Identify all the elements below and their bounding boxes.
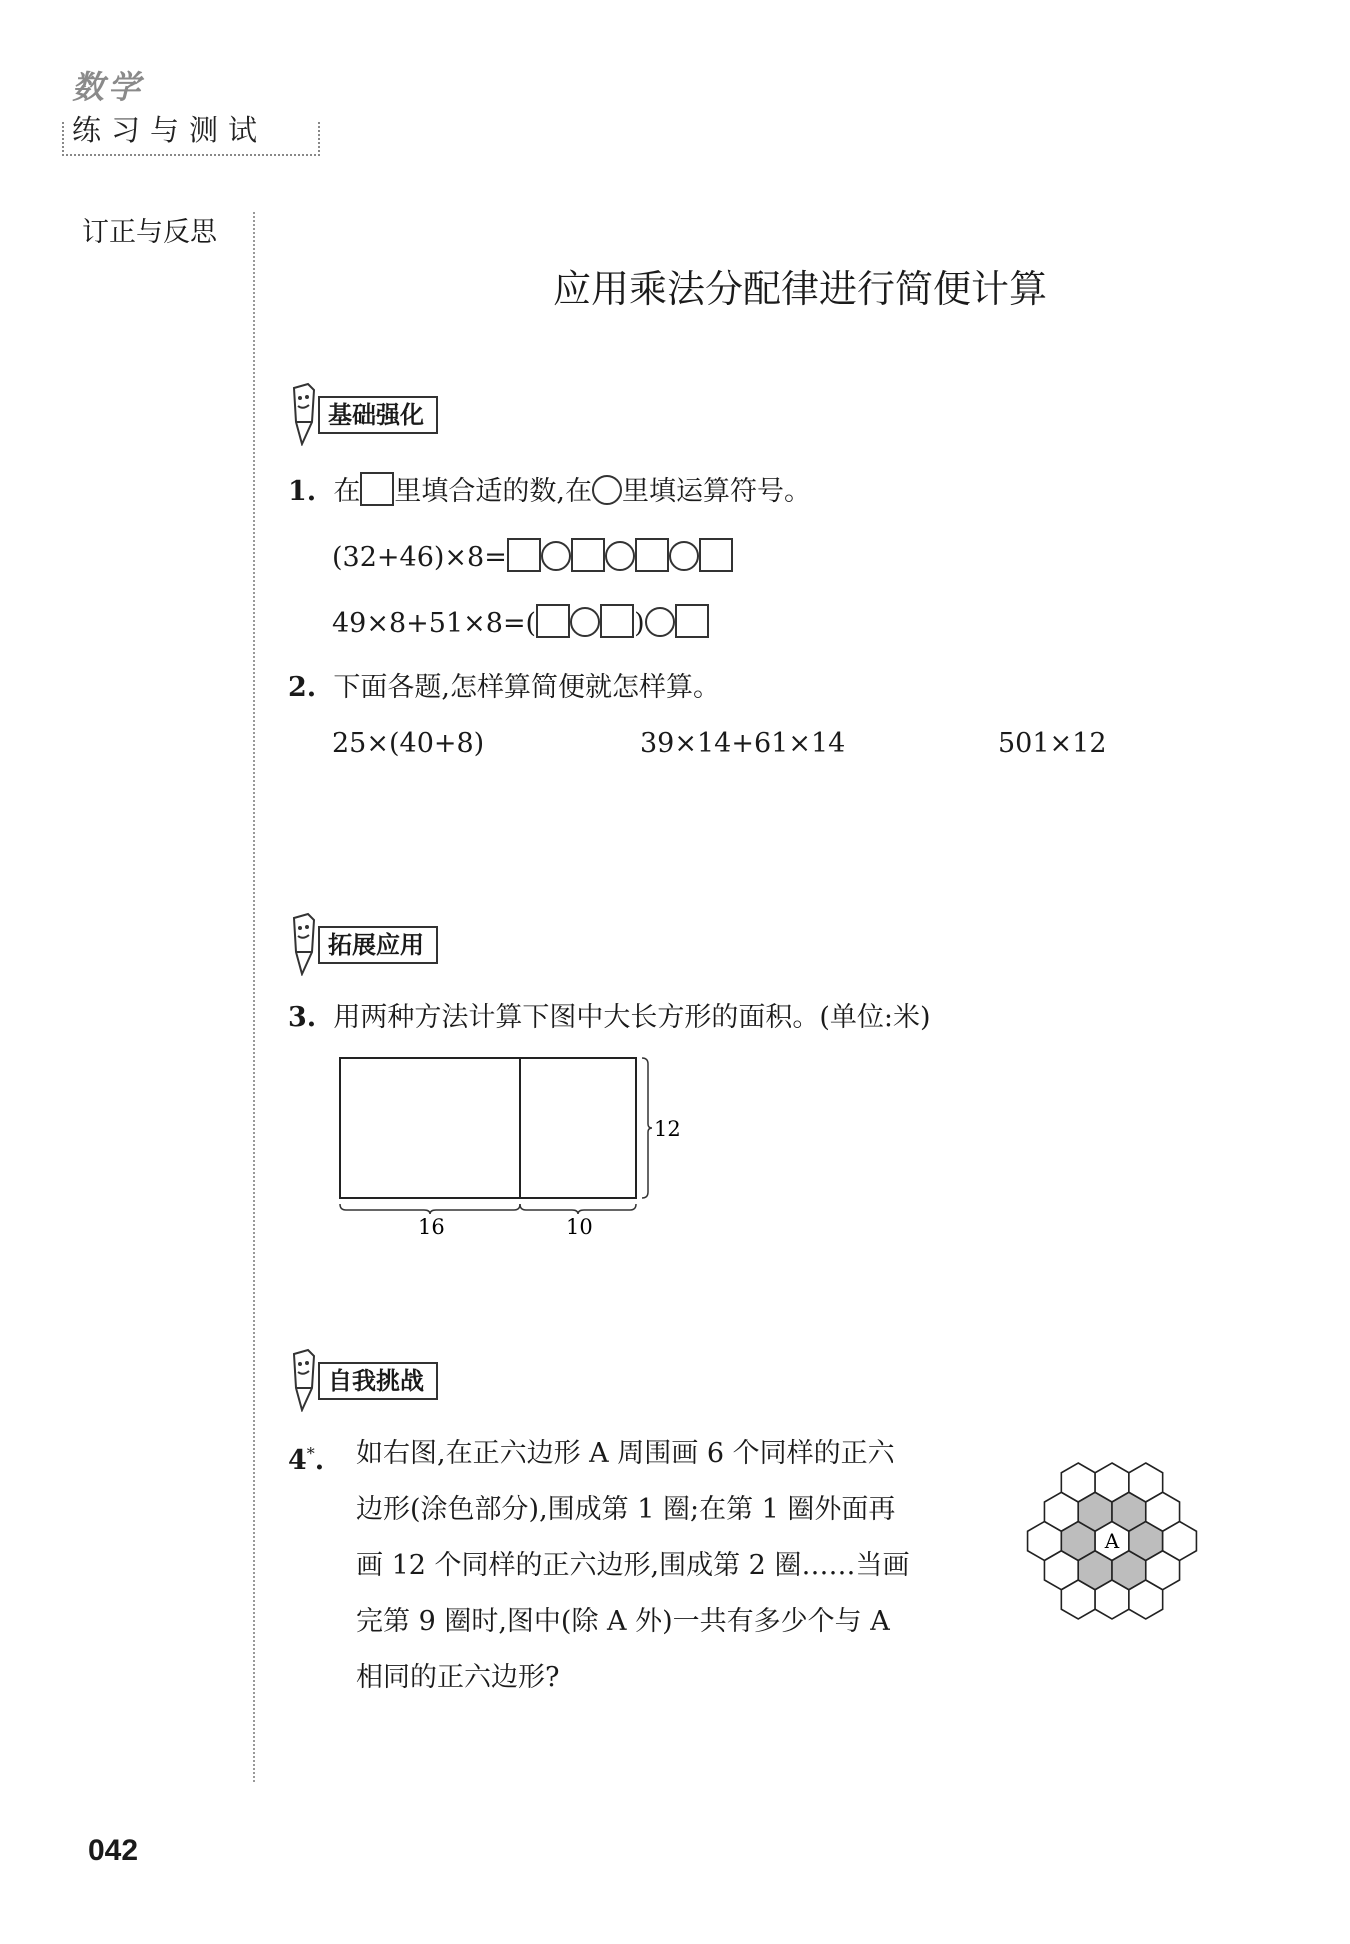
width-brace-2	[520, 1204, 636, 1214]
answer-circle[interactable]	[605, 541, 635, 571]
q1-line-2: 49×8+51×8=( )	[332, 604, 709, 644]
q4-line-2: 边形(涂色部分),围成第 1 圈;在第 1 圈外面再	[356, 1494, 896, 1525]
subject-label: 数学	[72, 68, 145, 106]
q4-line-4: 完第 9 圈时,图中(除 A 外)一共有多少个与 A	[356, 1606, 890, 1637]
big-rectangle	[340, 1058, 636, 1198]
answer-box[interactable]	[635, 538, 669, 572]
height-brace	[642, 1058, 652, 1198]
pencil-icon	[288, 1348, 322, 1412]
answer-circle[interactable]	[592, 475, 622, 505]
pencil-icon	[288, 382, 322, 446]
question-4-number: 4*.	[288, 1444, 325, 1476]
q2-expr-3: 501×12	[998, 728, 1107, 759]
answer-box[interactable]	[600, 604, 634, 638]
section-label: 拓展应用	[318, 926, 438, 964]
width-label-1: 16	[418, 1215, 445, 1239]
answer-circle[interactable]	[645, 607, 675, 637]
question-3: 3. 用两种方法计算下图中大长方形的面积。(单位:米)	[288, 1002, 931, 1033]
pencil-icon	[288, 912, 322, 976]
answer-box[interactable]	[675, 604, 709, 638]
margin-label: 订正与反思	[82, 217, 217, 248]
answer-circle[interactable]	[570, 607, 600, 637]
section-label: 自我挑战	[318, 1362, 438, 1400]
answer-circle[interactable]	[541, 541, 571, 571]
hexagon-figure	[1024, 1452, 1200, 1630]
answer-box[interactable]	[699, 538, 733, 572]
page-number: 042	[88, 1834, 139, 1867]
height-label: 12	[654, 1117, 681, 1141]
section-label: 基础强化	[318, 396, 438, 434]
answer-circle[interactable]	[669, 541, 699, 571]
page-title: 应用乘法分配律进行简便计算	[552, 267, 1047, 311]
question-1: 1. 在 里填合适的数,在 里填运算符号。	[288, 472, 811, 512]
answer-box[interactable]	[360, 472, 394, 506]
answer-box[interactable]	[507, 538, 541, 572]
margin-divider	[253, 212, 255, 1782]
series-label: 练习与测试	[72, 113, 268, 147]
q4-line-3: 画 12 个同样的正六边形,围成第 2 圈……当画	[356, 1550, 910, 1581]
question-2: 2. 下面各题,怎样算简便就怎样算。	[288, 672, 720, 703]
answer-box[interactable]	[536, 604, 570, 638]
q4-line-5: 相同的正六边形?	[356, 1662, 560, 1693]
rectangle-figure	[330, 1050, 710, 1240]
hexagon-a-label: A	[1104, 1529, 1120, 1553]
q4-line-1: 如右图,在正六边形 A 周围画 6 个同样的正六	[356, 1438, 895, 1469]
width-brace-1	[340, 1204, 520, 1214]
q2-expr-1: 25×(40+8)	[332, 728, 485, 759]
width-label-2: 10	[566, 1215, 593, 1239]
q2-expr-2: 39×14+61×14	[640, 728, 846, 759]
answer-box[interactable]	[571, 538, 605, 572]
q1-line-1: (32+46)×8=	[332, 538, 733, 578]
